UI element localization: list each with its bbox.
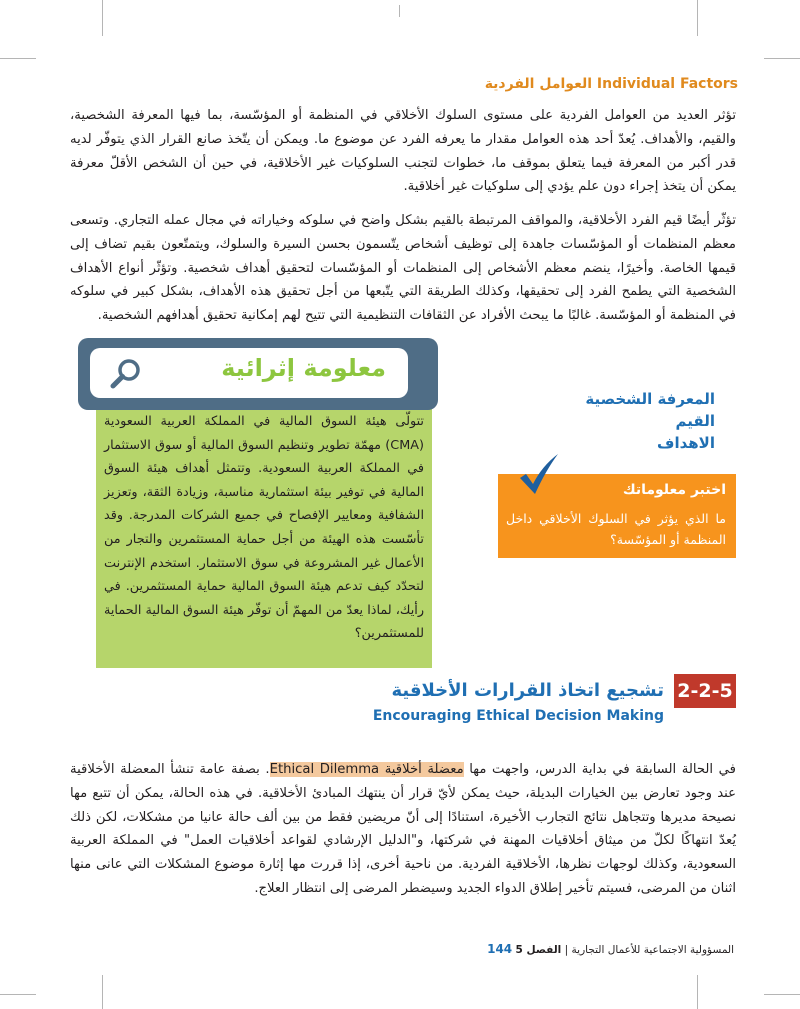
crop-mark bbox=[697, 0, 698, 36]
crop-mark bbox=[102, 0, 103, 36]
page-footer bbox=[487, 942, 734, 956]
concept-goals: الاهداف bbox=[657, 434, 715, 452]
quiz-question: ما الذي يؤثر في السلوك الأخلاقي داخل المنظمة أو المؤسّسة؟ bbox=[506, 511, 726, 547]
paragraph-ethical-dilemma bbox=[70, 758, 736, 901]
footer-chapter: الفصل 5 bbox=[515, 944, 562, 956]
concept-values: القيم bbox=[675, 412, 715, 430]
enrichment-title-panel bbox=[90, 348, 408, 398]
paragraph-ethical-dilemma-start: في الحالة السابقة في بداية الدرس، واجهت مها bbox=[463, 762, 736, 777]
enrichment-title: معلومة إثرائية bbox=[221, 354, 386, 382]
footer-separator: | bbox=[564, 944, 569, 956]
crop-mark bbox=[0, 58, 36, 59]
enrichment-header bbox=[78, 338, 438, 410]
key-concepts bbox=[585, 388, 715, 454]
paragraph-individual-factors: تؤثر العديد من العوامل الفردية على مستوى السلوك الأخلاقي في المنظمة أو المؤسّسة، بما فيها المعرفة الشخصية، والقيم، والأهداف. يُعدّ أحد هذه العوامل مقدار ما يعرفه الفرد عن موضوع ما. ويمكن أن يتّخذ صانع القرار الذي يتوفّر لديه قدر أكبر من المعرفة فيما يتعلق بموقف ما، خطوات لتجنب السلوكيات غير الأخلاقية، في حين أن الشخص الأقلّ معرفة يمكن أن يتخذ إجراء دون علم يؤدي إلى سلوكيات غير أخلاقية. bbox=[70, 108, 736, 195]
enrichment-text: تتولّى هيئة السوق المالية في المملكة العربية السعودية (CMA) مهمّة تطوير وتنظيم السوق المالية أو سوق الاستثمار في المملكة العربية السعودية. وتتمثل أهداف هيئة السوق المالية في توفير بيئة استثمارية مناسبة، وزيادة الثقة، وتعزيز الشفافية ومعايير الإفصاح في جميع الشركات المدرجة. وقد تأسّست هذه الهيئة من أجل حماية المستثمرين والتجار من الأعمال غير المشروعة في سوق الاستثمار. استخدم الإنترنت لتحدّد كيف تدعم هيئة السوق المالية حماية المستثمرين. في رأيك، لماذا يعدّ من المهمّ أن توفّر هيئة السوق المالية الحماية للمستثمرين؟ bbox=[104, 414, 424, 642]
checkmark-icon bbox=[516, 452, 562, 498]
paragraph-values-goals: تؤثّر أيضًا قيم الفرد الأخلاقية، والمواقف المرتبطة بالقيم بشكل واضح في سلوكه وخياراته في مجال عمله التجاري. وتسعى معظم المنظمات أو المؤسّسات جاهدة إلى توظيف أشخاص يتّسمون بحسن السيرة والسلوك، ويتمتّعون بقيم تضاف إلى قيمها الخاصة. وأخيرًا، ينضم معظم الأشخاص إلى المنظمات أو المؤسّسات لتحقيق أهداف شخصية. وتؤثّر أنواع الأهداف الشخصية التي يطمح الفرد إلى تحقيقها، وكذلك الطريقة التي يتّبعها من أجل تحقيق هذه الأهداف، بشكل كبير في سلوكه في المنظمة أو المؤسّسة. غالبًا ما يبحث الأفراد عن الثقافات التنظيمية التي تتيح لهم إمكانية تحقيق أهدافهم الشخصية. bbox=[70, 213, 736, 324]
section-number-badge: 2-2-5 bbox=[674, 674, 736, 708]
crop-mark bbox=[764, 58, 800, 59]
crop-mark bbox=[697, 975, 698, 1009]
section-heading-individual-factors: العوامل الفردية Individual Factors bbox=[484, 76, 738, 92]
magnifier-icon bbox=[108, 356, 144, 392]
crop-mark bbox=[764, 994, 800, 995]
concept-personal-knowledge: المعرفة الشخصية bbox=[585, 390, 715, 408]
quiz-title: اختبر معلوماتك bbox=[622, 482, 726, 498]
page-number: 144 bbox=[487, 942, 513, 956]
crop-mark bbox=[0, 994, 36, 995]
section-title-english: Encouraging Ethical Decision Making bbox=[372, 708, 664, 724]
crop-mark bbox=[102, 975, 103, 1009]
section-title-arabic: تشجيع اتخاذ القرارات الأخلاقية bbox=[391, 680, 664, 701]
footer-book-title: المسؤولية الاجتماعية للأعمال التجارية bbox=[571, 944, 734, 956]
crop-mark bbox=[399, 5, 400, 17]
paragraph-ethical-dilemma-rest: . بصفة عامة تنشأ المعضلة الأخلاقية عند وجود تعارض بين الخيارات البديلة، حيث يمكن لأيّ قرار أن ينتهك المبادئ الأخلاقية. في هذه الحالة، يمكن أن تتبع مها نصيحة مديرها وتتجاهل نتائج التجارب الأخيرة، استنادًا إلى أنّ مريضين فقط من بين ألف حالة عانيا من مشكلات، لكن ذلك يُعدّ انتهاكًا لكلّ من ميثاق أخلاقيات المهنة في شركتها، و"الدليل الإرشادي لقواعد أخلاقيات العمل" في المملكة العربية السعودية، وكذلك لوجهات نظرها، الأخلاقية الفردية. من ناحية أخرى، إذا قررت مها إثارة موضوع المشكلات التي عانى منها اثنان من المرضى، فسيتم تأخير إطلاق الدواء الجديد وسيضطر المرضى إلى انتظار العلاج. bbox=[70, 762, 736, 896]
enrichment-box bbox=[96, 402, 432, 668]
highlighted-term-ethical-dilemma: معضلة أخلاقية Ethical Dilemma bbox=[269, 762, 464, 777]
